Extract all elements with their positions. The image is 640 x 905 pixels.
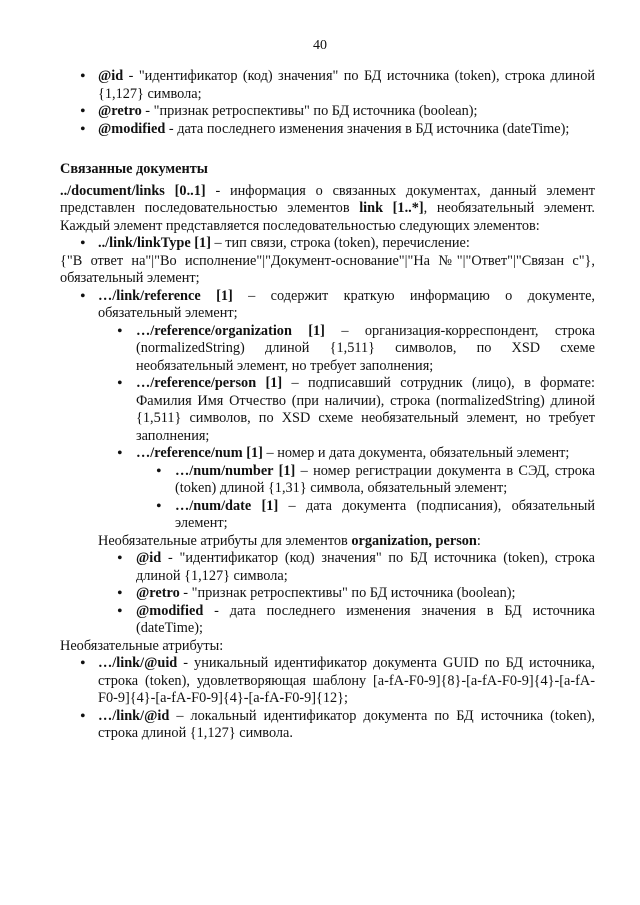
optional-attrs-suffix: : [476, 532, 481, 549]
attr-text: - "признак ретроспективы" по БД источника (boolean); [141, 103, 478, 119]
linktype-key: ../link/linkType [1] [98, 235, 211, 251]
subitem-text: – номер и дата документа, обязательный элемент; [262, 445, 570, 461]
attr-text: - дата последнего изменения значения в БД источника (dateTime); [165, 120, 570, 137]
attr-key: @modified [136, 602, 204, 619]
attr-key: @modified [98, 120, 166, 137]
list-item [98, 375, 595, 445]
list-item [136, 463, 595, 498]
list-item [98, 550, 595, 585]
num-text: – номер регистрации документа в СЭД, строка (token) длиной {1,31} символа, обязательный элемент; [175, 462, 596, 496]
attr-text: - уникальный идентификатор документа GUID по БД источника, строка (token), удовлетворяющая шаблону [a-fA-F0-9]{8}-[a-fA-F0-9]{4}-[a-fA-F0-9]{4}-[a-fA-F0-9]{4}-[a-fA-F0-9]{12}; [98, 655, 595, 706]
num-text: – дата документа (подписания), обязательный элемент; [175, 497, 595, 531]
list-item [60, 708, 595, 743]
attr-text: - "идентификатор (код) значения" по БД источника (token), строка длиной {1,127} символа; [136, 550, 595, 584]
reference-subitems [98, 323, 595, 533]
attr-key: @id [98, 68, 124, 84]
subitem-key: …/reference/organization [1] [136, 322, 325, 339]
top-attribute-list [60, 68, 595, 138]
page-number: 40 [313, 38, 327, 53]
attr-key: …/link/@uid [98, 655, 178, 671]
list-item [60, 288, 595, 638]
list-item [60, 121, 595, 139]
document-body [60, 68, 595, 743]
optional-attrs-heading [98, 533, 595, 551]
num-key: …/num/number [1] [175, 462, 296, 479]
list-item [98, 445, 595, 533]
list-item [60, 655, 595, 708]
attr-key: @id [136, 550, 162, 566]
attr-key: @retro [136, 585, 180, 601]
subitem-text: – подписавший сотрудник (лицо), в формате: Фамилия Имя Отчество (при наличии), строка (normalizedString) длиной {1,511} символов, по XSD схеме необязательный элемент, но требует заполнения; [136, 375, 595, 444]
attr-text: – локальный идентификатор документа по БД источника (token), строка длиной {1,127} символа. [98, 707, 595, 741]
section-title: Связанные документы [60, 161, 208, 177]
subitem-key: …/reference/person [1] [136, 375, 283, 391]
reference-key: …/link/reference [1] [98, 287, 233, 304]
linktype-enumeration: {"В ответ на"|"Во исполнение"|"Документ-основание"|"На №"|"Ответ"|"Связан с"}, обязательный элемент; [60, 252, 595, 286]
linktype-list [60, 235, 595, 253]
attr-text: - "признак ретроспективы" по БД источника (boolean); [179, 585, 516, 601]
link-attrs-heading: Необязательные атрибуты: [60, 637, 224, 654]
link-attrs-list [60, 655, 595, 743]
attr-text: - дата последнего изменения значения в БД источника (dateTime); [136, 602, 595, 636]
list-item [60, 235, 595, 253]
optional-attrs-prefix: Необязательные атрибуты для элементов [98, 532, 352, 549]
list-item [98, 603, 595, 638]
reference-list [60, 288, 595, 638]
reference-text: – содержит краткую информацию о документе, обязательный элемент; [98, 287, 595, 321]
intro-text-cont: , необязательный элемент. Каждый элемент представляется последовательностью следующих элементов: [60, 200, 596, 234]
attr-text: - "идентификатор (код) значения" по БД источника (token), строка длиной {1,127} символа; [98, 68, 595, 102]
reference-attrs-list [98, 550, 595, 638]
attr-key: …/link/@id [98, 707, 170, 724]
list-item [98, 585, 595, 603]
list-item [60, 103, 595, 121]
subitem-text: – организация-корреспондент, строка (normalizedString) длиной {1,511} символов, по XSD схеме необязательный элемент, но требует заполнения; [136, 322, 595, 374]
list-item [60, 68, 595, 103]
links-intro-paragraph [60, 183, 595, 236]
list-item [98, 323, 595, 376]
intro-text: - информация о связанных документах, данный элемент представлен последовательностью элементов [60, 182, 595, 216]
links-path: ../document/links [0..1] [60, 182, 206, 199]
linktype-text: – тип связи, строка (token), перечисление: [210, 235, 470, 251]
attr-key: @retro [98, 103, 142, 119]
subitem-key: …/reference/num [1] [136, 445, 263, 461]
num-key: …/num/date [1] [175, 497, 279, 514]
list-item [136, 498, 595, 533]
num-subitems [136, 463, 595, 533]
link-ref: link [1..*] [359, 200, 424, 216]
optional-attrs-elements: organization, person [351, 532, 477, 549]
